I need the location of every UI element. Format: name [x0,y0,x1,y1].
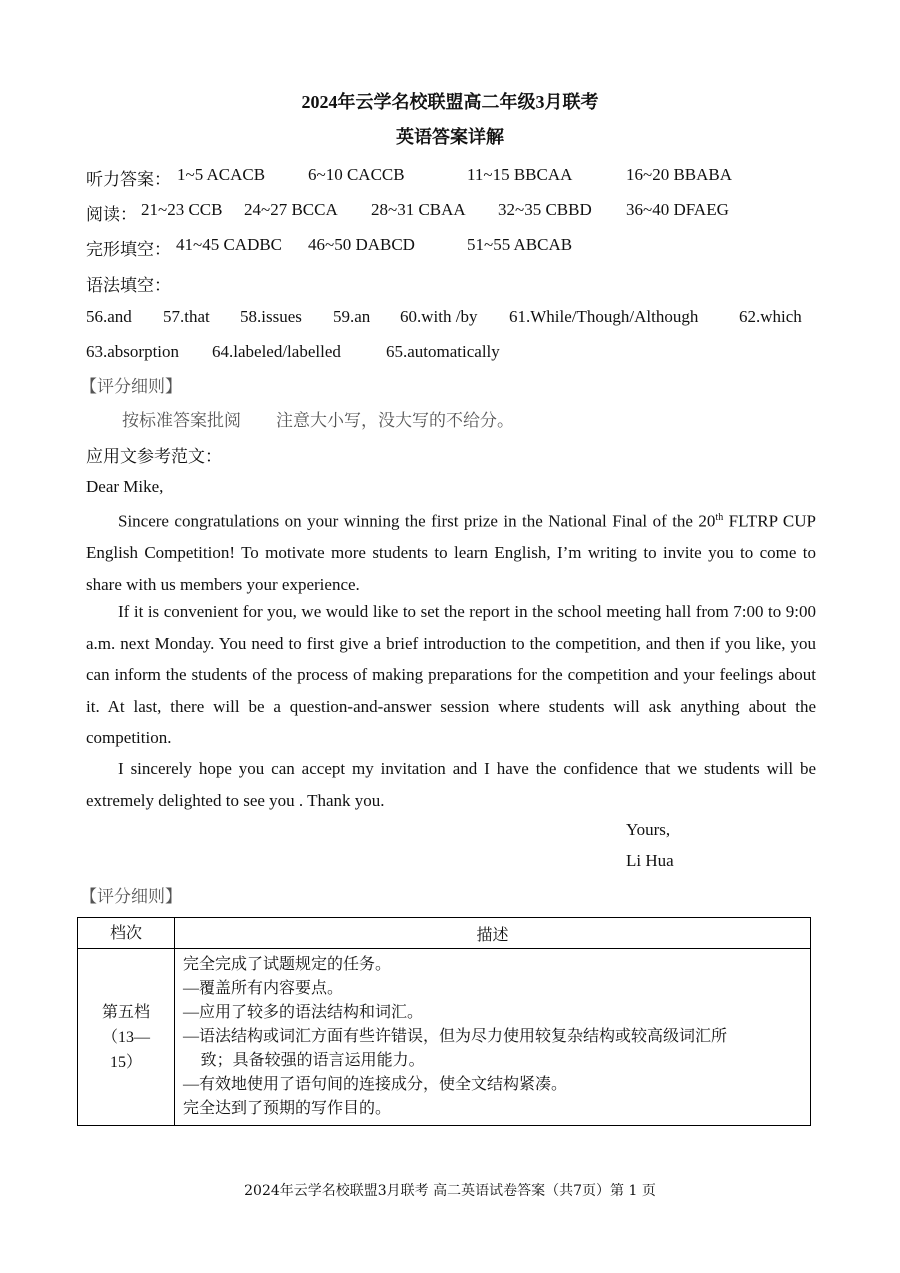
essay-closing: Yours, [626,820,671,839]
grammar-answer: 62.which [739,307,802,326]
reading-group: 21~23 CCB [141,200,223,219]
essay-text: Sincere congratulations on your winning the first prize in the National Final of the 20 [118,511,716,531]
essay-rules-heading: 【评分细则】 [80,887,182,906]
grammar-answer: 58.issues [240,307,302,326]
reading-label: 阅读： [86,205,137,224]
essay-signature: Li Hua [626,851,674,870]
column-header-description: 描述 [175,918,811,949]
grammar-answer: 64.labeled/labelled [212,342,341,361]
listening-group: 6~10 CACCB [308,165,405,184]
listening-group: 11~15 BBCAA [467,165,573,184]
description-line: —语法结构或词汇方面有些许错误，但为尽力使用较复杂结构或较高级词汇所 [183,1028,728,1045]
cloze-group: 41~45 CADBC [176,235,283,254]
essay-paragraph: If it is convenient for you, we would like to set the report in the school meeting hall from 7:00 to 9:00 a.m. next Monday. You need to first give a brief introduction to the competition, and then if you like, you can inform the students of the process of making preparations for the competition and your feelings about it. At last, there will be a question-and-answer session where students will ask anything about the competition. [86,602,816,747]
page-footer: 2024年云学名校联盟3月联考 高二英语试卷答案（共7页）第 1 页 [244,1183,656,1199]
grammar-rules-text: 按标准答案批阅 [122,411,241,430]
reading-group: 32~35 CBBD [498,200,592,219]
grammar-answer: 63.absorption [86,342,180,361]
description-line: 致；具备较强的语言运用能力。 [200,1052,425,1069]
grading-table [77,917,811,1126]
level-range: 15） [109,1053,142,1071]
grammar-rules-note: 注意大小写，没大写的不给分。 [276,411,514,430]
cloze-group: 46~50 DABCD [308,235,415,254]
level-cell [78,949,175,1126]
ordinal-suffix: th [715,512,724,523]
reading-group: 28~31 CBAA [371,200,466,219]
essay-text: FLTRP CUP English Competition! To motivate more students to learn English, I’m writing to invite you to come to share with us members your experience. [86,511,816,594]
listening-group: 16~20 BBABA [626,165,733,184]
table-header-row [78,918,811,949]
grammar-answer: 59.an [333,307,371,326]
listening-group: 1~5 ACACB [177,165,266,184]
essay-heading: 应用文参考范文： [86,447,222,466]
reading-group: 24~27 BCCA [244,200,338,219]
cloze-label: 完形填空： [86,240,171,259]
table-row [78,949,811,1126]
grammar-rules-heading: 【评分细则】 [80,377,182,396]
level-range: （13— [101,1028,150,1046]
listening-label: 听力答案： [86,170,171,189]
cloze-group: 51~55 ABCAB [467,235,573,254]
grammar-answer: 60.with /by [400,307,478,326]
column-header-level: 档次 [78,918,175,949]
description-line: 完全达到了预期的写作目的。 [183,1100,392,1117]
grammar-answer: 56.and [86,307,132,326]
essay-paragraph: I sincerely hope you can accept my invitation and I have the confidence that we students will be extremely delighted to see you . Thank you. [86,759,816,810]
description-line: —有效地使用了语句间的连接成分，使全文结构紧凑。 [183,1076,568,1093]
essay-paragraph [86,502,816,600]
page-subtitle: 英语答案详解 [396,127,504,147]
essay-greeting: Dear Mike, [86,477,164,496]
grammar-answer: 65.automatically [386,342,500,361]
level-name: 第五档 [101,1003,150,1021]
grammar-label: 语法填空： [86,276,171,295]
grammar-answer: 61.While/Though/Although [509,307,699,326]
page-title: 2024年云学名校联盟高二年级3月联考 [301,92,599,112]
description-line: —应用了较多的语法结构和词汇。 [183,1004,424,1021]
reading-group: 36~40 DFAEG [626,200,729,219]
description-line: 完全完成了试题规定的任务。 [183,956,392,973]
description-cell [175,949,811,1126]
grammar-answer: 57.that [163,307,210,326]
description-line: —覆盖所有内容要点。 [183,980,344,997]
